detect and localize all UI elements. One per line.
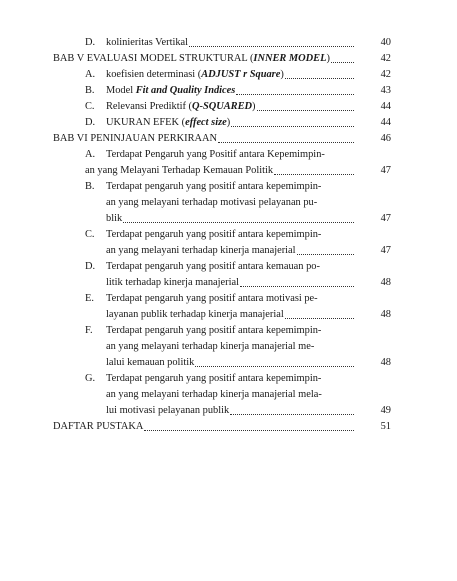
toc-entry-text: an yang melayani terhadap motivasi pelayanan pu-	[106, 197, 318, 208]
toc-entry-text: Terdapat pengaruh yang positif antara motivasi pe-	[106, 293, 318, 304]
toc-entry-text: BAB V EVALUASI MODEL STRUKTURAL (	[53, 53, 254, 64]
dot-leader	[189, 37, 354, 47]
toc-entry-line	[106, 99, 355, 115]
toc-entry-line	[106, 387, 355, 403]
dot-leader	[144, 421, 354, 431]
toc-page-number: 48	[380, 357, 391, 368]
toc-entry-line	[106, 323, 355, 339]
toc-entry-f6[interactable]	[53, 323, 391, 371]
toc-page-number: 47	[380, 213, 391, 224]
toc-entry-text: Terdapat Pengaruh yang Positif antara Kepemimpin-	[106, 149, 325, 160]
toc-entry-text: lalui kemauan politik	[106, 357, 195, 368]
toc-entry-text: )	[326, 53, 330, 64]
dot-leader	[285, 309, 354, 319]
dot-leader	[240, 277, 354, 287]
toc-entry-a5[interactable]	[53, 67, 391, 83]
toc-entry-text: effect size	[185, 117, 227, 128]
toc-entry-number: D.	[85, 117, 96, 128]
toc-entry-line	[85, 147, 355, 163]
toc-entry-a6[interactable]	[53, 147, 391, 179]
toc-entry-line	[106, 211, 355, 227]
toc-page-number: 40	[380, 37, 391, 48]
toc-entry-text: Terdapat pengaruh yang positif antara kepemimpin-	[106, 181, 322, 192]
toc-entry-text: an yang Melayani Terhadap Kemauan Politik	[85, 165, 274, 176]
toc-entry-text: kolinieritas Vertikal	[106, 37, 189, 48]
toc-entry-line	[106, 307, 355, 323]
toc-page-number: 46	[380, 133, 391, 144]
toc-entry-text: )	[252, 101, 256, 112]
toc-page-number: 44	[380, 101, 391, 112]
toc-entry-text: Terdapat pengaruh yang positif antara kemauan po-	[106, 261, 320, 272]
toc-entry-b6[interactable]	[53, 179, 391, 227]
toc-entry-line	[106, 243, 355, 259]
toc-page-number: 47	[380, 245, 391, 256]
toc-entry-text: an yang melayani terhadap kinerja manajerial me-	[106, 341, 315, 352]
toc-entry-line	[85, 163, 355, 179]
toc-page-number: 48	[380, 309, 391, 320]
toc-entry-text: )	[280, 69, 284, 80]
toc-page-number: 51	[380, 421, 391, 432]
toc-entry-number: E.	[85, 293, 94, 304]
toc-page-number: 42	[380, 53, 391, 64]
toc-page-number: 49	[380, 405, 391, 416]
toc-page-number: 44	[380, 117, 391, 128]
toc-page-number: 42	[380, 69, 391, 80]
toc-entry-line	[53, 419, 355, 435]
toc-entry-line	[106, 339, 355, 355]
toc-entry-d5[interactable]	[53, 115, 391, 131]
toc-entry-text: ADJUST r Square	[201, 69, 281, 80]
toc-entry-g6[interactable]	[53, 371, 391, 419]
toc-entry-text: an yang melayani terhadap kinerja manajerial	[106, 245, 296, 256]
toc-entry-line	[53, 131, 355, 147]
toc-entry-text: koefisien determinasi (	[106, 69, 202, 80]
toc-entry-text: blik	[106, 213, 123, 224]
toc-entry-d6[interactable]	[53, 259, 391, 291]
toc-entry-text: Terdapat pengaruh yang positif antara kepemimpin-	[106, 325, 322, 336]
toc-entry-line	[106, 275, 355, 291]
toc-entry-text: UKURAN EFEK (	[106, 117, 186, 128]
dot-leader	[123, 213, 354, 223]
toc-entry-line	[106, 195, 355, 211]
toc-entry-line	[106, 259, 355, 275]
toc-entry-text: )	[226, 117, 231, 128]
toc-entry-number: C.	[85, 229, 95, 240]
toc-entry-line	[106, 67, 355, 83]
table-of-contents	[53, 35, 391, 435]
toc-entry-line	[106, 35, 355, 51]
dot-leader	[331, 53, 354, 63]
toc-entry-text: Q-SQUARED	[192, 101, 253, 112]
toc-entry-number: D.	[85, 37, 96, 48]
dot-leader	[231, 117, 354, 127]
toc-entry-number: A.	[85, 149, 96, 160]
toc-entry-line	[106, 371, 355, 387]
toc-entry-text: litik terhadap kinerja manajerial	[106, 277, 239, 288]
toc-entry-text: Terdapat pengaruh yang positif antara kepemimpin-	[106, 373, 322, 384]
toc-entry-b5[interactable]	[53, 83, 391, 99]
toc-entry-number: G.	[85, 373, 96, 384]
toc-entry-text: Relevansi Prediktif (	[106, 101, 192, 112]
dot-leader	[218, 133, 354, 143]
dot-leader	[274, 165, 354, 175]
toc-entry-text: Model	[106, 85, 136, 96]
toc-entry-c6[interactable]	[53, 227, 391, 259]
toc-entry-number: D.	[85, 261, 96, 272]
toc-entry-d1[interactable]	[53, 35, 391, 51]
toc-entry-line	[106, 403, 355, 419]
toc-entry-line	[106, 227, 355, 243]
toc-page-number: 43	[380, 85, 391, 96]
dot-leader	[297, 245, 354, 255]
toc-entry-bab5[interactable]	[53, 51, 391, 67]
toc-entry-number: F.	[85, 325, 93, 336]
toc-entry-line	[106, 355, 355, 371]
toc-entry-line	[53, 51, 355, 67]
toc-entry-e6[interactable]	[53, 291, 391, 323]
dot-leader	[236, 85, 354, 95]
toc-entry-text: INNER MODEL	[253, 53, 327, 64]
toc-entry-c5[interactable]	[53, 99, 391, 115]
toc-entry-line	[106, 115, 355, 131]
toc-entry-number: B.	[85, 85, 95, 96]
toc-entry-line	[106, 83, 355, 99]
toc-entry-number: B.	[85, 181, 95, 192]
toc-entry-text: an yang melayani terhadap kinerja manajerial mela-	[106, 389, 322, 400]
dot-leader	[285, 69, 354, 79]
toc-entry-daftar[interactable]	[53, 419, 391, 435]
dot-leader	[257, 101, 354, 111]
dot-leader	[195, 357, 354, 367]
toc-entry-line	[106, 291, 355, 307]
toc-entry-number: A.	[85, 69, 96, 80]
toc-entry-text: DAFTAR PUSTAKA	[53, 421, 144, 432]
toc-page-number: 48	[380, 277, 391, 288]
toc-entry-bab6[interactable]	[53, 131, 391, 147]
toc-entry-text: Terdapat pengaruh yang positif antara kepemimpin-	[106, 229, 322, 240]
dot-leader	[230, 405, 354, 415]
toc-entry-text: layanan publik terhadap kinerja manajerial	[106, 309, 284, 320]
toc-entry-text: Fit and Quality Indices	[135, 85, 236, 96]
toc-entry-line	[106, 179, 355, 195]
toc-entry-text: BAB VI PENINJAUAN PERKIRAAN	[53, 133, 218, 144]
toc-entry-number: C.	[85, 101, 95, 112]
toc-page-number: 47	[380, 165, 391, 176]
toc-entry-text: lui motivasi pelayanan publik	[106, 405, 230, 416]
